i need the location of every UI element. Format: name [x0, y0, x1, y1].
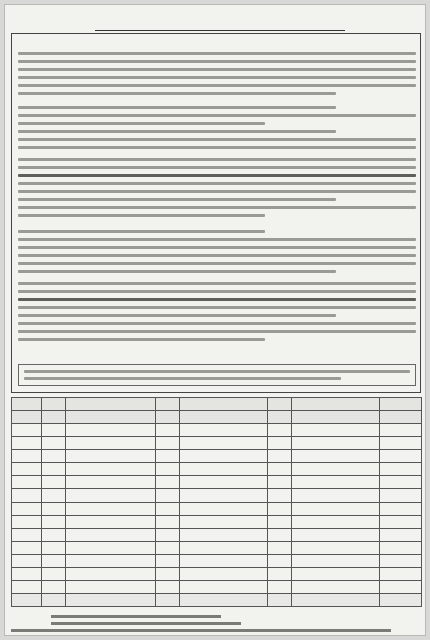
schedule-row	[12, 528, 422, 541]
application-details	[18, 158, 416, 222]
schedule-row	[12, 450, 422, 463]
document-title	[95, 15, 345, 31]
schedule-subheader-row	[12, 411, 422, 424]
schedule-row	[12, 541, 422, 554]
schedule-row	[12, 424, 422, 437]
schedule-row	[12, 554, 422, 567]
event-details-list	[18, 106, 416, 154]
schedule-row	[12, 463, 422, 476]
program-overview-frame	[11, 33, 421, 393]
belongings-list	[18, 230, 416, 278]
schedule-row	[12, 580, 422, 593]
flyer-page	[4, 4, 426, 636]
participation-notes	[18, 282, 416, 346]
schedule-header-row	[12, 398, 422, 411]
schedule-row-travel-day	[12, 593, 422, 606]
schedule-row	[12, 502, 422, 515]
schedule-row	[12, 567, 422, 580]
purpose-paragraph	[18, 52, 416, 100]
schedule-row	[12, 515, 422, 528]
schedule-row	[12, 476, 422, 489]
schedule-row	[12, 489, 422, 502]
schedule-row	[12, 437, 422, 450]
schedule-table	[11, 397, 422, 607]
important-note-box	[18, 364, 416, 386]
contact-footer	[11, 611, 421, 633]
